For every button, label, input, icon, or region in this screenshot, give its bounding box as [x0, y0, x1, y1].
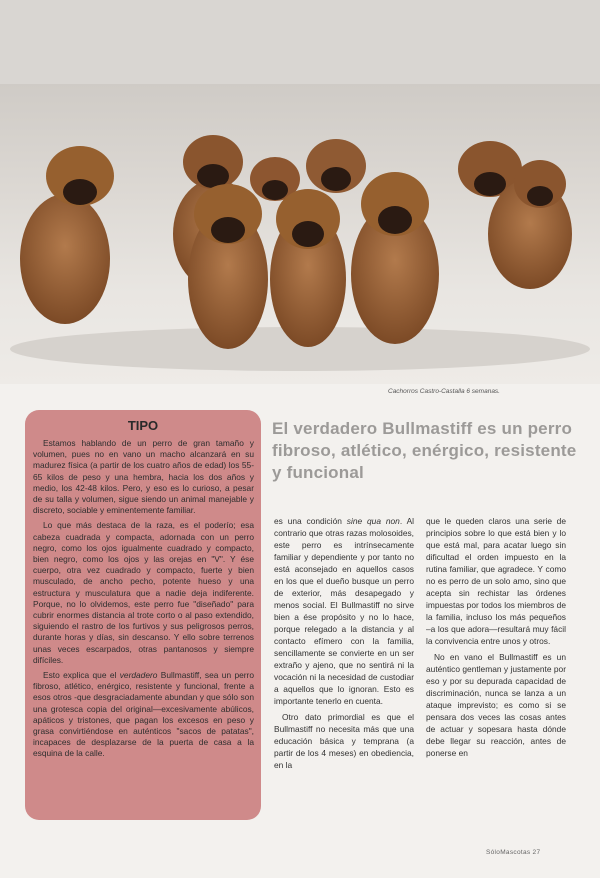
puppies-illustration — [0, 84, 600, 384]
article-paragraph — [274, 515, 414, 707]
sidebar-text: Bullmastiff, sea un perro fibroso, atlético, enérgico, resistente y funcional, frente a esos otros -que desgraciadamente abundan y que sólo son una grotesca copia del original—excesivamente abúlicos, apáticos y tristones, que pagan los excesos en peso y grasa convirtiéndose en auténticos "sacos de patatas", incapaces de desplazarse de la puerta de casa a la esquina de la calle. — [33, 670, 254, 759]
sidebar-paragraph: Lo que más destaca de la raza, es el poderío; esa cabeza cuadrada y compacta, adornada con un perro negro, como los ojos igualmente cuadrado y compacto, bien negro, como los ojos y las orejas en "V". Y ése cuerpo, otra vez cuadrado y compacto, fuerte y bien musculado, de ancho pecho, potente hueso y una estructura y musculatura que a nadie deja indiferente. Porque, no lo olvidemos, este perro fue "diseñado" para cubrir enormes distancia al trote corto o al paso extendido, siguiendo el rastro de los furtivos y sus peligrosos perros, durante horas y días, sin descanso. Y ello sobre terrenos unas veces escarpados, otras pantanosos y siempre difíciles. — [33, 520, 254, 665]
article-text: es una condición — [274, 516, 347, 526]
sidebar-text: Esto explica que el — [43, 670, 120, 681]
page-footer: SóloMascotas 27 — [486, 849, 541, 856]
tipo-sidebar — [25, 410, 261, 820]
article-paragraph: que le queden claros una serie de principios sobre lo que está bien y lo que está mal, para acatar luego sin dificultad el orden impuesto en la rutina familiar, que agradece. Y como no es perro de un solo amo, sino que acepta sin rechistar las órdenes impuestas por todos los miembros de la familia, incluso los más pequeños –a los que adora—resultará muy fácil la convivencia entre unos y otros. — [426, 516, 566, 646]
article-text: . Al contrario que otras razas molosoides, este perro es intrínsecamente familiar y dependiente y por tanto no está aconsejado en aquellos casos en los que el dueño busque un perro de exterior, más desapegado y menos social. El Bullmastiff no sirve bien a ése propósito y no lo hace, porque relegado a la distancia y al contacto efímero con la familia, sencillamente se convierte en un ser extraño y ajeno, que no sentirá ni la vocación ni la necesidad de custodiar a aquellos que lo ignoran. Esto es importante tenerlo en cuenta. — [274, 516, 415, 706]
article-paragraph: No en vano el Bullmastiff es un auténtico gentleman y justamente por eso y por su depurada capacidad de discriminación, nunca se lanza a un ataque imprevisto; es como si se pensara dos veces las cosas antes de actuar y sopesara hasta dónde debe llegar su reacción, antes de ponerse en — [426, 652, 566, 758]
sidebar-title: TIPO — [127, 418, 159, 433]
article-emphasis: sine qua non — [346, 516, 400, 526]
top-band — [0, 0, 600, 84]
sidebar-paragraph: Estamos hablando de un perro de gran tamaño y volumen, pues no en vano un macho alcanzará en su madurez física (a partir de los cuatro años de edad) los 55-65 kilos de peso y una hembra, hacia los dos años y medio, los 42-48 kilos. Pero, y eso es lo curioso, a pesar de su talla y volumen, sigue siendo un animal manejable y discreto, sociable y eminentemente familiar. — [33, 438, 254, 516]
article-column-2 — [426, 515, 566, 763]
article-paragraph: Otro dato primordial es que el Bullmastiff no necesita más que una educación básica y temprana (a partir de los 4 meses) en obediencia, en la — [274, 712, 414, 770]
article-column-1 — [274, 515, 414, 775]
sidebar-paragraph — [33, 670, 254, 760]
sidebar-emphasis: verdadero — [119, 670, 158, 681]
article-headline: El verdadero Bullmastiff es un perro fibroso, atlético, enérgico, resistente y funcional — [272, 419, 577, 482]
puppies-photo — [0, 84, 600, 384]
sidebar-body — [33, 438, 254, 764]
photo-caption: Cachorros Castro-Castalla 6 semanas. — [388, 388, 500, 395]
